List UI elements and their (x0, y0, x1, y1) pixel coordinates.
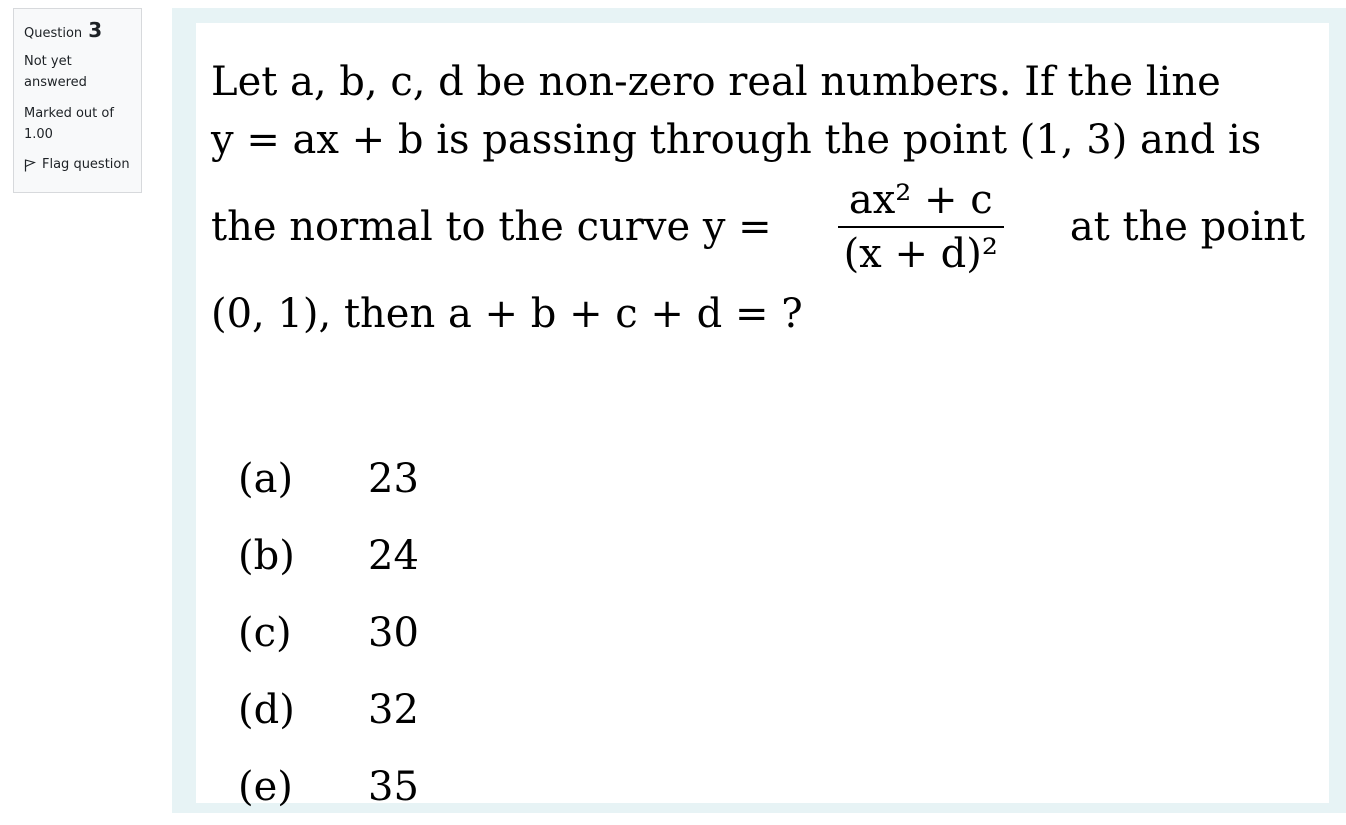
question-line-2: y = ax + b is passing through the point (1, 3) and is (211, 117, 1262, 163)
fraction-numerator: ax² + c (838, 178, 1004, 228)
question-state: Not yet answered (24, 54, 87, 90)
question-label: Question (24, 26, 83, 41)
flag-question-button[interactable] (24, 155, 131, 175)
option-value: 24 (368, 532, 419, 579)
curve-fraction (838, 178, 1004, 276)
question-line-1: Let a, b, c, d be non-zero real numbers. If the line (211, 59, 1221, 105)
option-value: 32 (368, 686, 419, 733)
flag-question-label: Flag question (42, 157, 130, 172)
option-label: (a) (238, 455, 294, 502)
answer-options (211, 440, 1305, 825)
question-line-3 (211, 169, 1305, 285)
option-c[interactable] (238, 594, 1305, 671)
option-value: 23 (368, 455, 419, 502)
option-e[interactable] (238, 748, 1305, 825)
question-number: 3 (88, 18, 103, 42)
question-text-area (196, 23, 1329, 810)
option-label: (c) (238, 609, 292, 656)
question-line-3-start: the normal to the curve y = (211, 204, 772, 250)
option-d[interactable] (238, 671, 1305, 748)
option-value: 30 (368, 609, 419, 656)
question-grade: Marked out of 1.00 (24, 106, 114, 142)
question-number-heading (24, 19, 131, 45)
question-line-4: (0, 1), then a + b + c + d = ? (211, 291, 803, 337)
question-text (211, 53, 1305, 343)
option-label: (b) (238, 532, 295, 579)
flag-icon (24, 159, 36, 172)
fraction-denominator: (x + d)² (843, 231, 998, 277)
option-label: (e) (238, 763, 293, 810)
option-label: (d) (238, 686, 295, 733)
option-value: 35 (368, 763, 419, 810)
question-line-3-end: at the point (1069, 204, 1305, 250)
option-a[interactable] (238, 440, 1305, 517)
option-b[interactable] (238, 517, 1305, 594)
question-content (172, 8, 1346, 813)
question-info-panel (13, 8, 142, 193)
